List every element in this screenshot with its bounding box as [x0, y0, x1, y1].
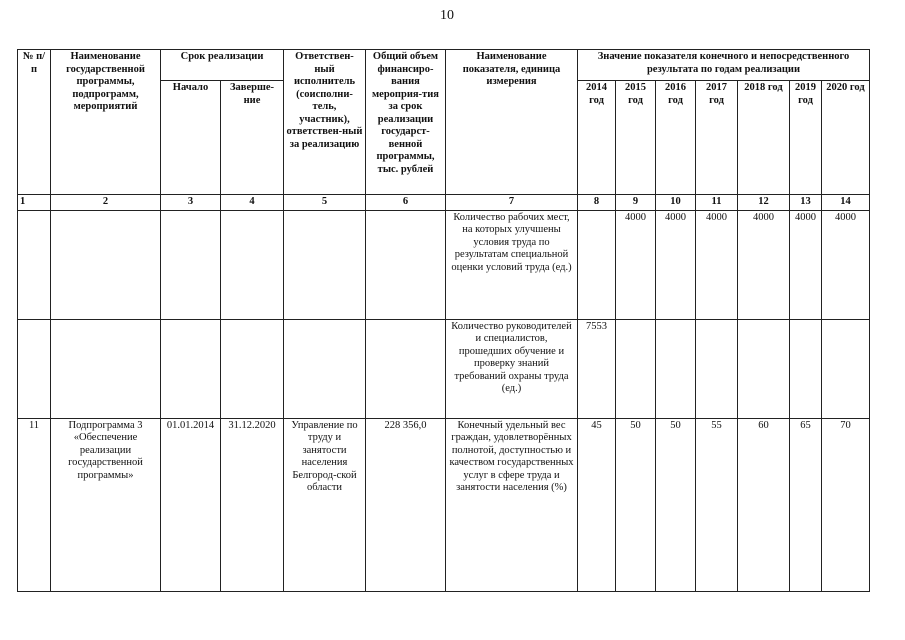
row-name	[51, 319, 161, 418]
row-value	[696, 319, 738, 418]
row-value	[822, 319, 870, 418]
column-number: 6	[366, 195, 446, 211]
column-number: 5	[284, 195, 366, 211]
header-end: Заверше-ние	[221, 81, 284, 195]
header-year: 2018 год	[738, 81, 790, 195]
row-value: 7553	[578, 319, 616, 418]
row-value: 50	[656, 418, 696, 591]
row-value: 4000	[790, 210, 822, 319]
row-value: 65	[790, 418, 822, 591]
header-values: Значение показателя конечного и непосредственного результата по годам реализации	[578, 50, 870, 81]
header-funding: Общий объем финансиро-вания мероприя-тия за срок реализации государст-венной программы, тыс. рублей	[366, 50, 446, 195]
column-number: 14	[822, 195, 870, 211]
table-row	[18, 418, 870, 591]
row-start	[161, 210, 221, 319]
row-value	[790, 319, 822, 418]
table-row	[18, 210, 870, 319]
header-year: 2019 год	[790, 81, 822, 195]
column-number: 4	[221, 195, 284, 211]
header-num: № п/п	[18, 50, 51, 195]
row-value: 4000	[696, 210, 738, 319]
column-number: 3	[161, 195, 221, 211]
header-year: 2020 год	[822, 81, 870, 195]
row-funding	[366, 319, 446, 418]
column-number: 2	[51, 195, 161, 211]
row-indicator: Конечный удельный вес граждан, удовлетворённых полнотой, доступностью и качеством государственных услуг в сфере труда и занятости населения (%)	[446, 418, 578, 591]
row-value: 4000	[616, 210, 656, 319]
column-number: 9	[616, 195, 656, 211]
row-value: 55	[696, 418, 738, 591]
column-number: 13	[790, 195, 822, 211]
row-value: 45	[578, 418, 616, 591]
table-row	[18, 319, 870, 418]
row-funding: 228 356,0	[366, 418, 446, 591]
header-year: 2014 год	[578, 81, 616, 195]
row-value: 4000	[738, 210, 790, 319]
column-number: 1	[18, 195, 51, 211]
row-end	[221, 210, 284, 319]
row-responsible	[284, 319, 366, 418]
header-responsible: Ответствен-ный исполнитель (соисполни-тель, участник), ответствен-ный за реализацию	[284, 50, 366, 195]
program-table	[17, 49, 870, 592]
header-indicator: Наименование показателя, единица измерения	[446, 50, 578, 195]
header-year: 2016 год	[656, 81, 696, 195]
row-num: 11	[18, 418, 51, 591]
header-year: 2017 год	[696, 81, 738, 195]
column-number: 10	[656, 195, 696, 211]
header-row-1	[18, 50, 870, 81]
row-value: 50	[616, 418, 656, 591]
row-indicator: Количество рабочих мест, на которых улучшены условия труда по результатам специальной оценки условий труда (ед.)	[446, 210, 578, 319]
page-number: 10	[440, 8, 454, 23]
row-end	[221, 319, 284, 418]
row-value: 60	[738, 418, 790, 591]
row-value	[616, 319, 656, 418]
row-funding	[366, 210, 446, 319]
row-name	[51, 210, 161, 319]
row-value	[656, 319, 696, 418]
column-number: 8	[578, 195, 616, 211]
header-year: 2015 год	[616, 81, 656, 195]
column-number-row	[18, 195, 870, 211]
row-indicator: Количество руководителей и специалистов, прошедших обучение и проверку знаний требований охраны труда (ед.)	[446, 319, 578, 418]
row-value: 4000	[656, 210, 696, 319]
row-end: 31.12.2020	[221, 418, 284, 591]
row-num	[18, 210, 51, 319]
row-num	[18, 319, 51, 418]
column-number: 12	[738, 195, 790, 211]
column-number: 11	[696, 195, 738, 211]
row-responsible: Управление по труду и занятости населения Белгород-ской области	[284, 418, 366, 591]
row-responsible	[284, 210, 366, 319]
header-start: Начало	[161, 81, 221, 195]
header-name: Наименование государственной программы, подпрограмм, мероприятий	[51, 50, 161, 195]
row-value: 70	[822, 418, 870, 591]
row-value	[738, 319, 790, 418]
row-start: 01.01.2014	[161, 418, 221, 591]
row-value: 4000	[822, 210, 870, 319]
row-name: Подпрограмма 3 «Обеспечение реализации государственной программы»	[51, 418, 161, 591]
row-start	[161, 319, 221, 418]
header-period: Срок реализации	[161, 50, 284, 81]
column-number: 7	[446, 195, 578, 211]
row-value	[578, 210, 616, 319]
